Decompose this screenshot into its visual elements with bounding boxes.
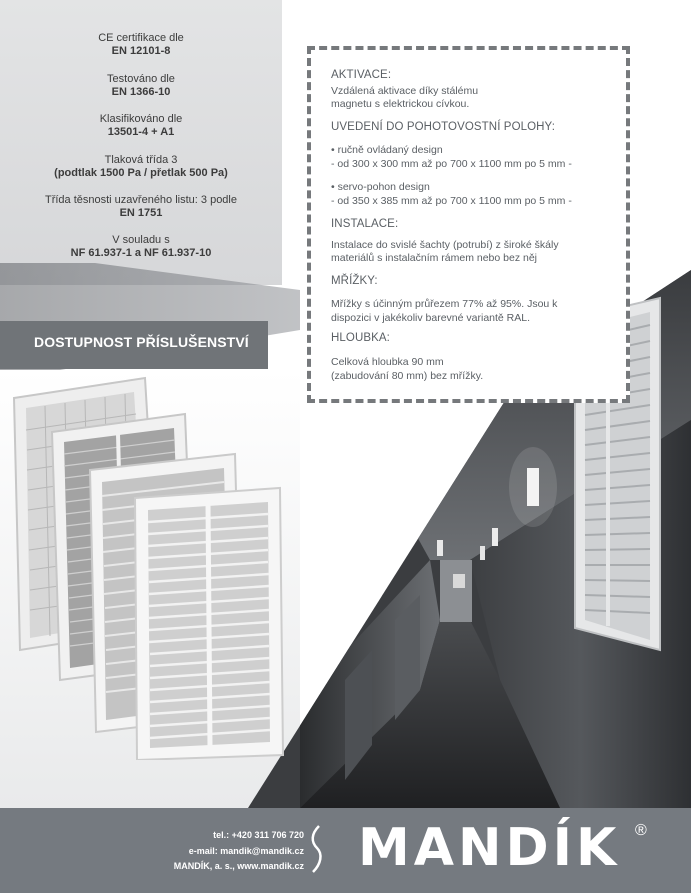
- cert-tightness-label: Třída těsnosti uzavřeného listu: 3 podle: [44, 194, 237, 206]
- cert-tested-label: Testováno dle: [107, 73, 175, 85]
- cert-tightness-value: EN 1751: [119, 207, 163, 219]
- depth-line-1: Celková hloubka 90 mm: [331, 356, 444, 368]
- servo-design-line-2: - od 350 x 385 mm až po 700 x 1100 mm po 5 mm -: [331, 195, 572, 207]
- cert-tested-value: EN 1366-10: [111, 86, 171, 98]
- grilles-line-1: Mřížky s účinným průřezem 77% až 95%. Jsou k: [331, 298, 558, 310]
- cert-ce-value: EN 12101-8: [111, 45, 171, 57]
- cert-classified-value: 13501-4 + A1: [107, 126, 175, 138]
- cert-pressure-value: (podtlak 1500 Pa / přetlak 500 Pa): [54, 167, 228, 179]
- grille-4: [135, 488, 283, 760]
- grilles-line-2: dispozici v jakékoliv barevné variantě RAL.: [331, 312, 531, 324]
- cert-ce-label: CE certifikace dle: [98, 32, 184, 44]
- installation-heading: INSTALACE:: [331, 218, 399, 230]
- footer-company[interactable]: MANDÍK, a. s., www.mandik.cz: [173, 861, 304, 871]
- installation-line-1: Instalace do svislé šachty (potrubí) z široké škály: [331, 239, 559, 251]
- cert-classified-label: Klasifikováno dle: [99, 113, 183, 125]
- activation-heading: AKTIVACE:: [331, 69, 392, 81]
- cert-compliance-label: V souladu s: [112, 234, 170, 246]
- activation-line-2: magnetu s elektrickou cívkou.: [331, 98, 470, 110]
- registered-mark: ®: [635, 822, 647, 839]
- far-picture: [453, 574, 465, 588]
- footer-phone: tel.: +420 311 706 720: [213, 830, 304, 840]
- grille-products-image: [0, 370, 300, 760]
- depth-heading: HLOUBKA:: [331, 332, 390, 344]
- mandik-logo: MANDÍK: [358, 818, 621, 878]
- cert-compliance-value: NF 61.937-1 a NF 61.937-10: [70, 247, 212, 259]
- grilles-heading: MŘÍŽKY:: [331, 275, 378, 287]
- accessories-title: DOSTUPNOST PŘÍSLUŠENSTVÍ: [34, 334, 249, 350]
- installation-line-2: materiálů s instalačním rámem nebo bez něj: [331, 252, 538, 264]
- footer-email[interactable]: e-mail: mandik@mandik.cz: [188, 846, 304, 856]
- cert-pressure-label: Tlaková třída 3: [104, 154, 178, 166]
- servo-design-line-1: • servo-pohon design: [331, 181, 430, 193]
- manual-design-line-1: • ručně ovládaný design: [331, 144, 443, 156]
- mandik-logo-mark: [309, 824, 323, 874]
- standby-heading: UVEDENÍ DO POHOTOVOSTNÍ POLOHY:: [331, 121, 555, 133]
- depth-line-2: (zabudování 80 mm) bez mřížky.: [331, 370, 484, 382]
- manual-design-line-2: - od 300 x 300 mm až po 700 x 1100 mm po 5 mm -: [331, 158, 572, 170]
- activation-line-1: Vzdálená aktivace díky stálému: [331, 85, 479, 97]
